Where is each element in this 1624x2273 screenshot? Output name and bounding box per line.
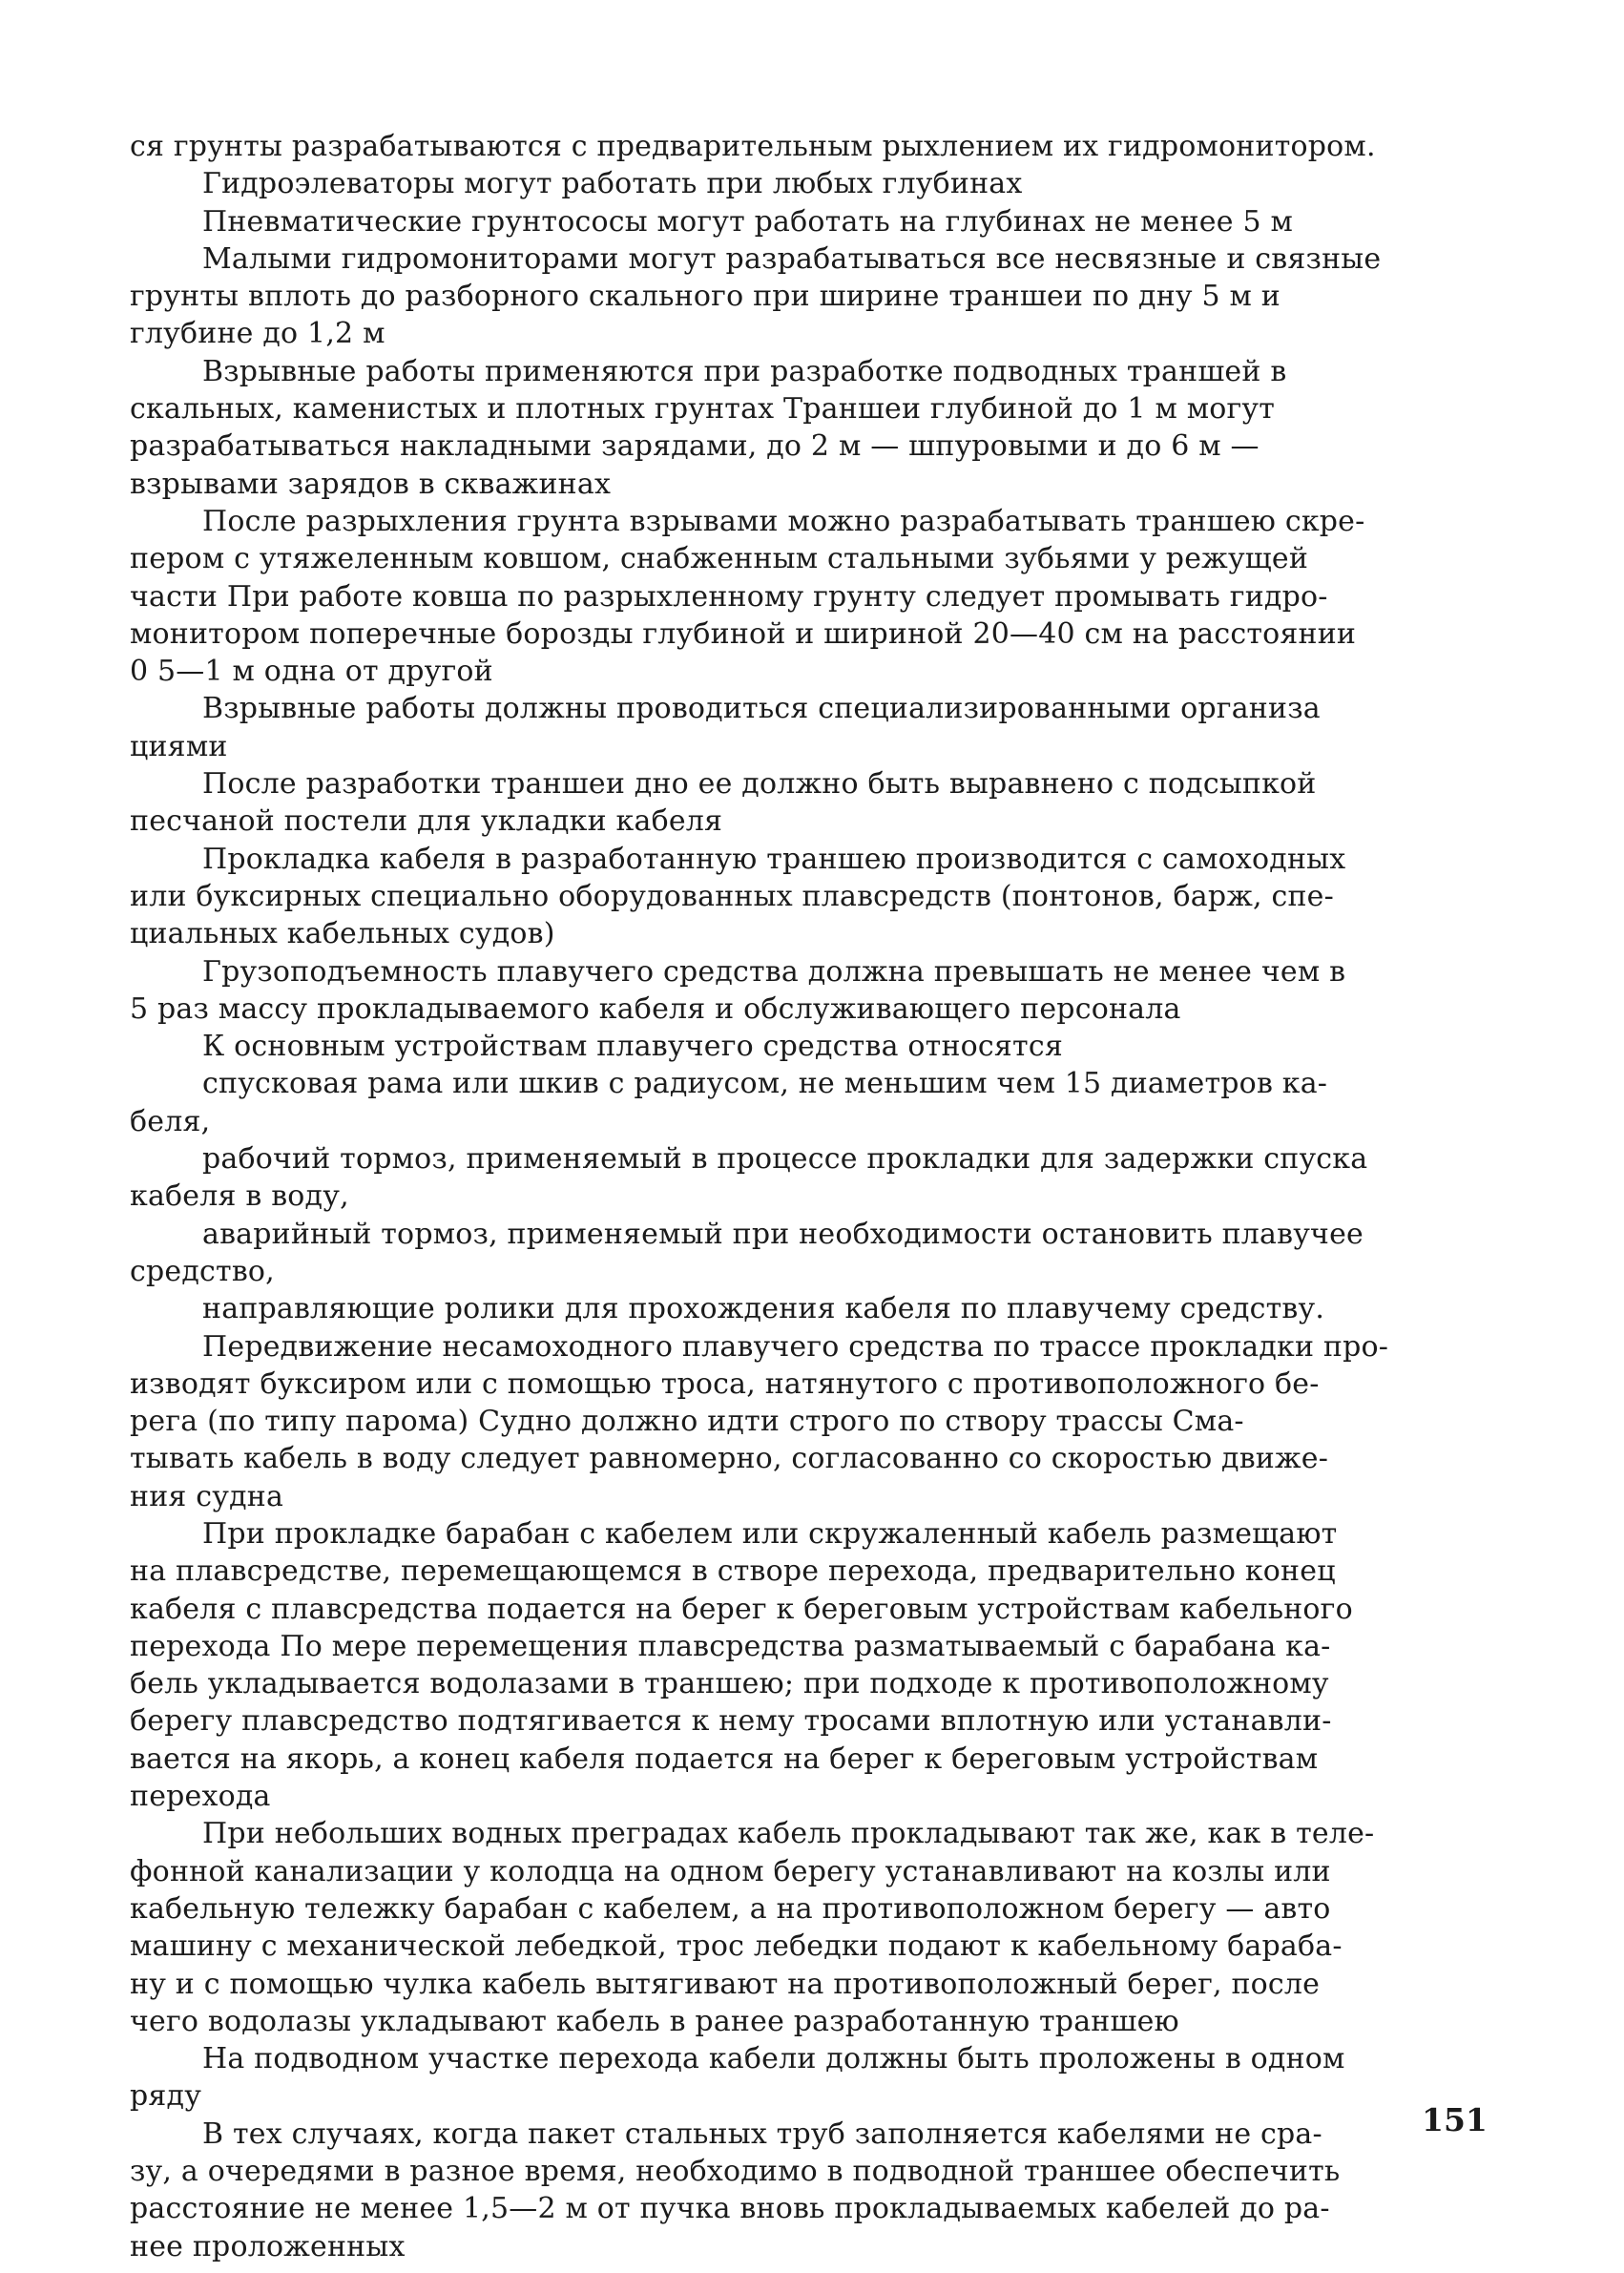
- text-line: К основным устройствам плавучего средства относятся: [202, 1030, 1063, 1064]
- text-line: циальных кабельных судов): [130, 917, 555, 951]
- text-line: Взрывные работы должны проводиться специализированными организа: [202, 692, 1321, 726]
- text-line: вается на якорь, а конец кабеля подается на берег к береговым устройствам: [130, 1741, 1319, 1776]
- text-line: разрабатываться накладными зарядами, до 2 м — шпуровыми и до 6 м —: [130, 429, 1260, 464]
- text-line: взрывами зарядов в скважинах: [130, 467, 612, 501]
- text-line: или буксирных специально оборудованных плавсредств (понтонов, барж, спе-: [130, 879, 1334, 913]
- text-line: ния судна: [130, 1479, 284, 1513]
- text-line: Пневматические грунтососы могут работать на глубинах не менее 5 м: [202, 204, 1294, 239]
- text-line: рега (по типу парома) Судно должно идти строго по створу трассы Сма-: [130, 1405, 1244, 1439]
- text-line: грунты вплоть до разборного скального при ширине траншеи по дну 5 м и: [130, 280, 1280, 314]
- text-line: перехода По мере перемещения плавсредства разматываемый с барабана ка-: [130, 1629, 1331, 1663]
- text-line: Передвижение несамоходного плавучего средства по трассе прокладки про-: [202, 1329, 1389, 1364]
- text-line: рабочий тормоз, применяемый в процессе прокладки для задержки спуска: [202, 1142, 1368, 1177]
- text-line: Взрывные работы применяются при разработке подводных траншей в: [202, 354, 1287, 388]
- text-line: берегу плавсредство подтягивается к нему тросами вплотную или устанавли-: [130, 1704, 1332, 1739]
- text-line: спусковая рама или шкив с радиусом, не меньшим чем 15 диаметров ка-: [202, 1067, 1328, 1101]
- text-line: 5 раз массу прокладываемого кабеля и обслуживающего персонала: [130, 991, 1181, 1026]
- text-line: При небольших водных преградах кабель прокладывают так же, как в теле-: [202, 1817, 1375, 1851]
- text-line: беля,: [130, 1104, 211, 1138]
- text-line: кабеля в воду,: [130, 1179, 349, 1214]
- text-line: расстояние не менее 1,5—2 м от пучка вновь прокладываемых кабелей до ра-: [130, 2192, 1330, 2226]
- text-line: Гидроэлеваторы могут работать при любых глубинах: [202, 167, 1023, 201]
- text-line: ся грунты разрабатываются с предварительным рыхлением их гидромонитором.: [130, 130, 1376, 163]
- text-line: на плавсредстве, перемещающемся в створе перехода, предварительно конец: [130, 1554, 1336, 1589]
- text-line: После разрыхления грунта взрывами можно разрабатывать траншею скре-: [202, 504, 1365, 538]
- text-line: монитором поперечные борозды глубиной и шириной 20—40 см на расстоянии: [130, 616, 1357, 651]
- text-line: ряду: [130, 2079, 202, 2114]
- text-line: изводят буксиром или с помощью троса, натянутого с противоположного бе-: [130, 1366, 1320, 1401]
- text-line: глубине до 1,2 м: [130, 317, 385, 351]
- text-line: средство,: [130, 1254, 275, 1288]
- text-line: скальных, каменистых и плотных грунтах Траншеи глубиной до 1 м могут: [130, 392, 1276, 427]
- text-line: тывать кабель в воду следует равномерно, согласованно со скоростью движе-: [130, 1442, 1329, 1476]
- text-line: направляющие ролики для прохождения кабеля по плавучему средству.: [202, 1292, 1325, 1326]
- text-line: В тех случаях, когда пакет стальных труб заполняется кабелями не сра-: [202, 2117, 1322, 2151]
- text-line: циями: [130, 729, 228, 763]
- text-line: нее проложенных: [130, 2229, 406, 2263]
- text-line: фонной канализации у колодца на одном берегу устанавливают на козлы или: [130, 1854, 1331, 1888]
- text-line: перехода: [130, 1780, 271, 1814]
- text-line: Малыми гидромониторами могут разрабатываться все несвязные и связные: [202, 241, 1382, 276]
- text-line: Прокладка кабеля в разработанную траншею производится с самоходных: [202, 842, 1346, 876]
- text-line: После разработки траншеи дно ее должно быть выравнено с подсыпкой: [202, 767, 1317, 802]
- text-line: бель укладывается водолазами в траншею; при подходе к противоположному: [130, 1667, 1329, 1701]
- text-line: Грузоподъемность плавучего средства должна превышать не менее чем в: [202, 954, 1346, 989]
- page-number: 151: [1422, 2101, 1488, 2138]
- text-line: 0 5—1 м одна от другой: [130, 655, 493, 689]
- text-line: чего водолазы укладывают кабель в ранее разработанную траншею: [130, 2004, 1179, 2038]
- body-text: [130, 128, 1485, 2265]
- text-line: кабеля с плавсредства подается на берег к береговым устройствам кабельного: [130, 1592, 1353, 1626]
- text-line: ну и с помощью чулка кабель вытягивают на противоположный берег, после: [130, 1967, 1321, 2001]
- text-line: машину с механической лебедкой, трос лебедки подают к кабельному бараба-: [130, 1929, 1343, 1964]
- text-line: песчаной постели для укладки кабеля: [130, 804, 723, 839]
- text-line: пером с утяжеленным ковшом, снабженным стальными зубьями у режущей: [130, 542, 1309, 576]
- text-line: На подводном участке перехода кабели должны быть проложены в одном: [202, 2042, 1345, 2076]
- text-line: аварийный тормоз, применяемый при необходимости остановить плавучее: [202, 1217, 1364, 1251]
- text-line: зу, а очередями в разное время, необходимо в подводной траншее обеспечить: [130, 2155, 1341, 2189]
- text-line: кабельную тележку барабан с кабелем, а на противоположном берегу — авто: [130, 1891, 1331, 1926]
- text-line: части При работе ковша по разрыхленному грунту следует промывать гидро-: [130, 579, 1328, 614]
- text-line: При прокладке барабан с кабелем или скружаленный кабель размещают: [202, 1516, 1338, 1551]
